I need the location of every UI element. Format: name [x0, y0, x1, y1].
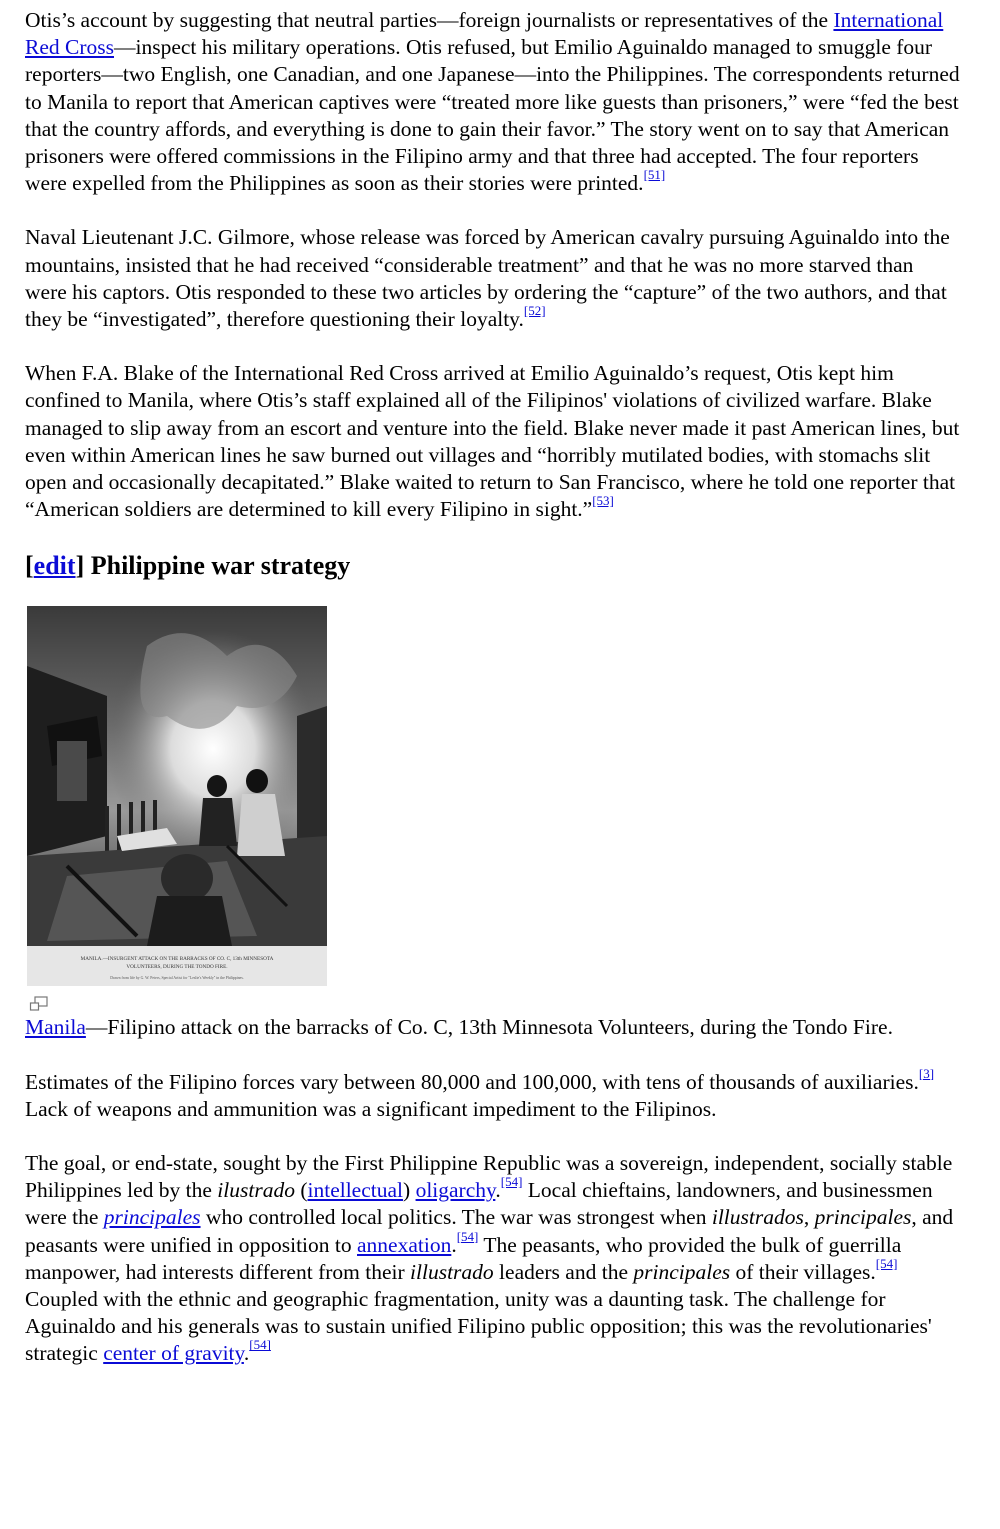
text-span: , and peasants were unified in opposition to — [25, 1205, 954, 1257]
reference-54[interactable]: [54] — [875, 1255, 898, 1271]
section-title: Philippine war strategy — [84, 551, 351, 581]
link-principales[interactable] — [104, 1205, 201, 1229]
text-span: The goal, or end-state, sought by the First Philippine Republic was a sovereign, independent, socially stable Philippines led by the — [25, 1151, 953, 1203]
paragraph-blake — [25, 360, 960, 523]
text-span: When F.A. Blake of the International Red Cross arrived at Emilio Aguinaldo’s request, Otis kept him confined to Manila, where Otis’s staff explained all of the Filipinos' violations of civilized warfare. Blake managed to slip away from an escort and venture into the field. Blake never made it past American lines, but even within American lines he saw burned out villages and “horribly mutilated bodies, with stomachs slit open and occasionally decapitated.” Blake waited to return to San Francisco, where he told one reporter that “American soldiers are determined to kill every Filipino in sight.” — [25, 361, 960, 522]
link-annexation[interactable]: annexation — [357, 1232, 452, 1257]
figure-caption-line2: VOLUNTEERS, DURING THE TONDO FIRE. — [126, 964, 228, 971]
text-span: . — [451, 1232, 457, 1257]
text-span: —inspect his military operations. Otis refused, but Emilio Aguinaldo managed to smuggle four reporters—two English, one Canadian, and one Japanese—into the Philippines. The correspondents returned to Manila to report that American captives were “treated more like guests than prisoners,” were “fed the best that the country affords, and everything is done to gain their favor.” The story went on to say that American prisoners were offered commissions in the Filipino army and that three had accepted. The four reporters were expelled from the Philippines as soon as their stories were printed. — [25, 35, 960, 196]
link-center-of-gravity[interactable]: center of gravity — [103, 1341, 244, 1366]
italic-term: principales — [633, 1259, 731, 1284]
reference-54[interactable]: [54] — [249, 1337, 271, 1353]
italic-term: ilustrado — [217, 1178, 295, 1203]
link-manila[interactable]: Manila — [25, 1015, 86, 1040]
reference-54[interactable]: [54] — [500, 1174, 523, 1190]
reference-3[interactable]: [3] — [918, 1065, 935, 1081]
italic-term: principales — [814, 1205, 912, 1230]
reference-54[interactable]: [54] — [456, 1228, 479, 1244]
edit-link[interactable]: edit — [33, 551, 76, 581]
text-span: Otis’s account by suggesting that neutral parties—foreign journalists or representatives of the — [25, 8, 834, 32]
link-international-red-cross[interactable]: International Red Cross — [25, 8, 944, 60]
text-span: . — [243, 1341, 250, 1366]
italic-term: illustrado — [410, 1259, 494, 1284]
figure-caption-line1: MANILA.—INSURGENT ATTACK ON THE BARRACKS OF CO. C, 13th MINNESOTA — [80, 956, 274, 963]
article-body — [25, 7, 960, 1395]
reference-52[interactable]: [52] — [523, 302, 546, 318]
text-span: of their villages. — [730, 1259, 876, 1284]
text-span: Coupled with the ethnic and geographic fragmentation, unity was a daunting task. The challenge for Aguinaldo and his generals was to sustain unified Filipino public opposition; this was the revolutionaries' strategic — [25, 1287, 932, 1366]
text-span: , — [803, 1205, 815, 1230]
figure-caption-line3: Drawn from life by G. W. Peters, Special Artist for "Leslie's Weekly" in the Philippines. — [110, 976, 244, 981]
text-span: Local chieftains, landowners, and businessmen were the — [25, 1178, 933, 1230]
engraving-illustration — [27, 606, 327, 986]
text-span: ) — [403, 1178, 416, 1203]
text-span: Lack of weapons and ammunition was a significant impediment to the Filipinos. — [25, 1096, 717, 1121]
text-span: leaders and the — [493, 1259, 634, 1284]
figure-caption — [25, 1014, 960, 1041]
reference-53[interactable]: [53] — [592, 493, 614, 509]
caption-text: —Filipino attack on the barracks of Co. C, 13th Minnesota Volunteers, during the Tondo Fire. — [85, 1015, 893, 1040]
figure-image-tondo-fire[interactable] — [27, 606, 327, 986]
text-span: Naval Lieutenant J.C. Gilmore, whose release was forced by American cavalry pursuing Aguinaldo into the mountains, insisted that he had received “considerable treatment” and that he was no more starved than were his captors. Otis responded to these two articles by ordering the “capture” of the two authors, and that they be “investigated”, therefore questioning their loyalty. — [25, 225, 950, 332]
paragraph-reporters — [25, 7, 960, 197]
section-heading — [25, 550, 960, 582]
paragraph-gilmore — [25, 224, 960, 333]
paragraph-estimates — [25, 1065, 960, 1123]
text-span: Estimates of the Filipino forces vary between 80,000 and 100,000, with tens of thousands of auxiliaries. — [25, 1069, 919, 1094]
link-intellectual[interactable]: intellectual — [307, 1178, 404, 1203]
text-span: . — [495, 1178, 501, 1203]
text-span: The peasants, who provided the bulk of guerrilla manpower, had interests different from their — [25, 1232, 902, 1284]
italic-term: illustrados — [711, 1205, 804, 1230]
paragraph-goal — [25, 1150, 960, 1368]
italic-link-text: principales — [103, 1205, 201, 1230]
bracket-open: [ — [25, 551, 34, 581]
bracket-close: ] — [75, 551, 85, 581]
text-span: who controlled local politics. The war was strongest when — [200, 1205, 712, 1230]
link-oligarchy[interactable]: oligarchy — [415, 1178, 496, 1203]
enlarge-icon[interactable] — [29, 996, 49, 1012]
reference-51[interactable]: [51] — [643, 167, 666, 183]
text-span: ( — [294, 1178, 308, 1203]
